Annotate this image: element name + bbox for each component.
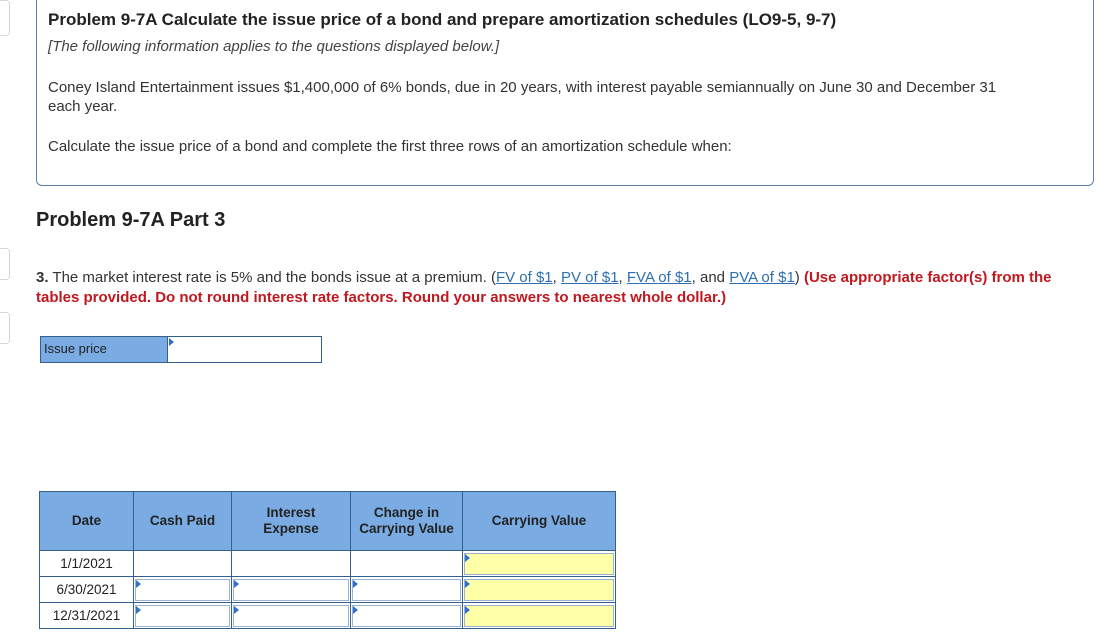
problem-title: Problem 9-7A Calculate the issue price of a bond and prepare amortization schedules (LO9-5, 9-7) [48, 10, 837, 29]
issue-price-label: Issue price [41, 337, 168, 362]
link-separator: , [552, 269, 561, 286]
part-heading: Problem 9-7A Part 3 [36, 209, 226, 231]
change-input[interactable] [352, 605, 461, 627]
carrying-value-input[interactable] [464, 605, 614, 627]
row-date: 12/31/2021 [40, 603, 134, 629]
interest-expense-input[interactable] [233, 579, 349, 601]
change-cell [351, 577, 463, 603]
table-row [40, 577, 616, 603]
cash-paid-input[interactable] [135, 605, 230, 627]
cash-paid-cell [134, 551, 232, 577]
table-row [40, 603, 616, 629]
problem-body: Coney Island Entertainment issues $1,400,000 of 6% bonds, due in 20 years, with interest payable semiannually on June 30 and December 31 each year. [48, 79, 997, 115]
left-panel-tab [0, 312, 10, 344]
problem-instruction: Calculate the issue price of a bond and complete the first three rows of an amortization schedule when: [48, 138, 732, 155]
question-instruction: (Use appropriate factor(s) from the tables provided. Do not round interest rate factors. Round your answers to nearest whole dollar.) [36, 269, 1052, 306]
table-row [40, 551, 616, 577]
issue-price-row [40, 336, 322, 363]
interest-expense-cell [232, 603, 351, 629]
carrying-value-cell [463, 603, 616, 629]
fva-table-link[interactable]: FVA of $1 [626, 269, 692, 286]
question-text [36, 268, 1076, 308]
header-date: Date [40, 492, 134, 551]
change-cell [351, 551, 463, 577]
left-panel-tab [0, 248, 10, 280]
header-change-in-carrying-value: Change in Carrying Value [351, 492, 463, 551]
cash-paid-cell [134, 577, 232, 603]
carrying-value-input[interactable] [464, 579, 614, 601]
row-date: 1/1/2021 [40, 551, 134, 577]
interest-expense-cell [232, 551, 351, 577]
interest-expense-input[interactable] [233, 605, 349, 627]
amortization-schedule [39, 491, 616, 629]
carrying-value-cell [463, 551, 616, 577]
question-number: 3. [36, 269, 49, 286]
header-carrying-value: Carrying Value [463, 492, 616, 551]
header-cash-paid: Cash Paid [134, 492, 232, 551]
change-cell [351, 603, 463, 629]
link-separator: , and [691, 269, 730, 286]
change-input[interactable] [352, 579, 461, 601]
row-date: 6/30/2021 [40, 577, 134, 603]
question-text-after: ) [794, 269, 804, 286]
problem-note: [The following information applies to the questions displayed below.] [48, 38, 500, 55]
carrying-value-input[interactable] [464, 553, 614, 575]
question-text-before: The market interest rate is 5% and the bonds issue at a premium. ( [48, 269, 496, 286]
link-separator: , [618, 269, 627, 286]
pva-table-link[interactable]: PVA of $1 [729, 269, 795, 286]
fv-table-link[interactable]: FV of $1 [495, 269, 553, 286]
carrying-value-cell [463, 577, 616, 603]
header-interest-expense: Interest Expense [232, 492, 351, 551]
cash-paid-input[interactable] [135, 579, 230, 601]
cash-paid-cell [134, 603, 232, 629]
interest-expense-cell [232, 577, 351, 603]
left-panel-tab [0, 0, 10, 36]
pv-table-link[interactable]: PV of $1 [561, 269, 619, 286]
issue-price-input[interactable] [168, 337, 321, 362]
issue-price-cell [168, 337, 321, 362]
